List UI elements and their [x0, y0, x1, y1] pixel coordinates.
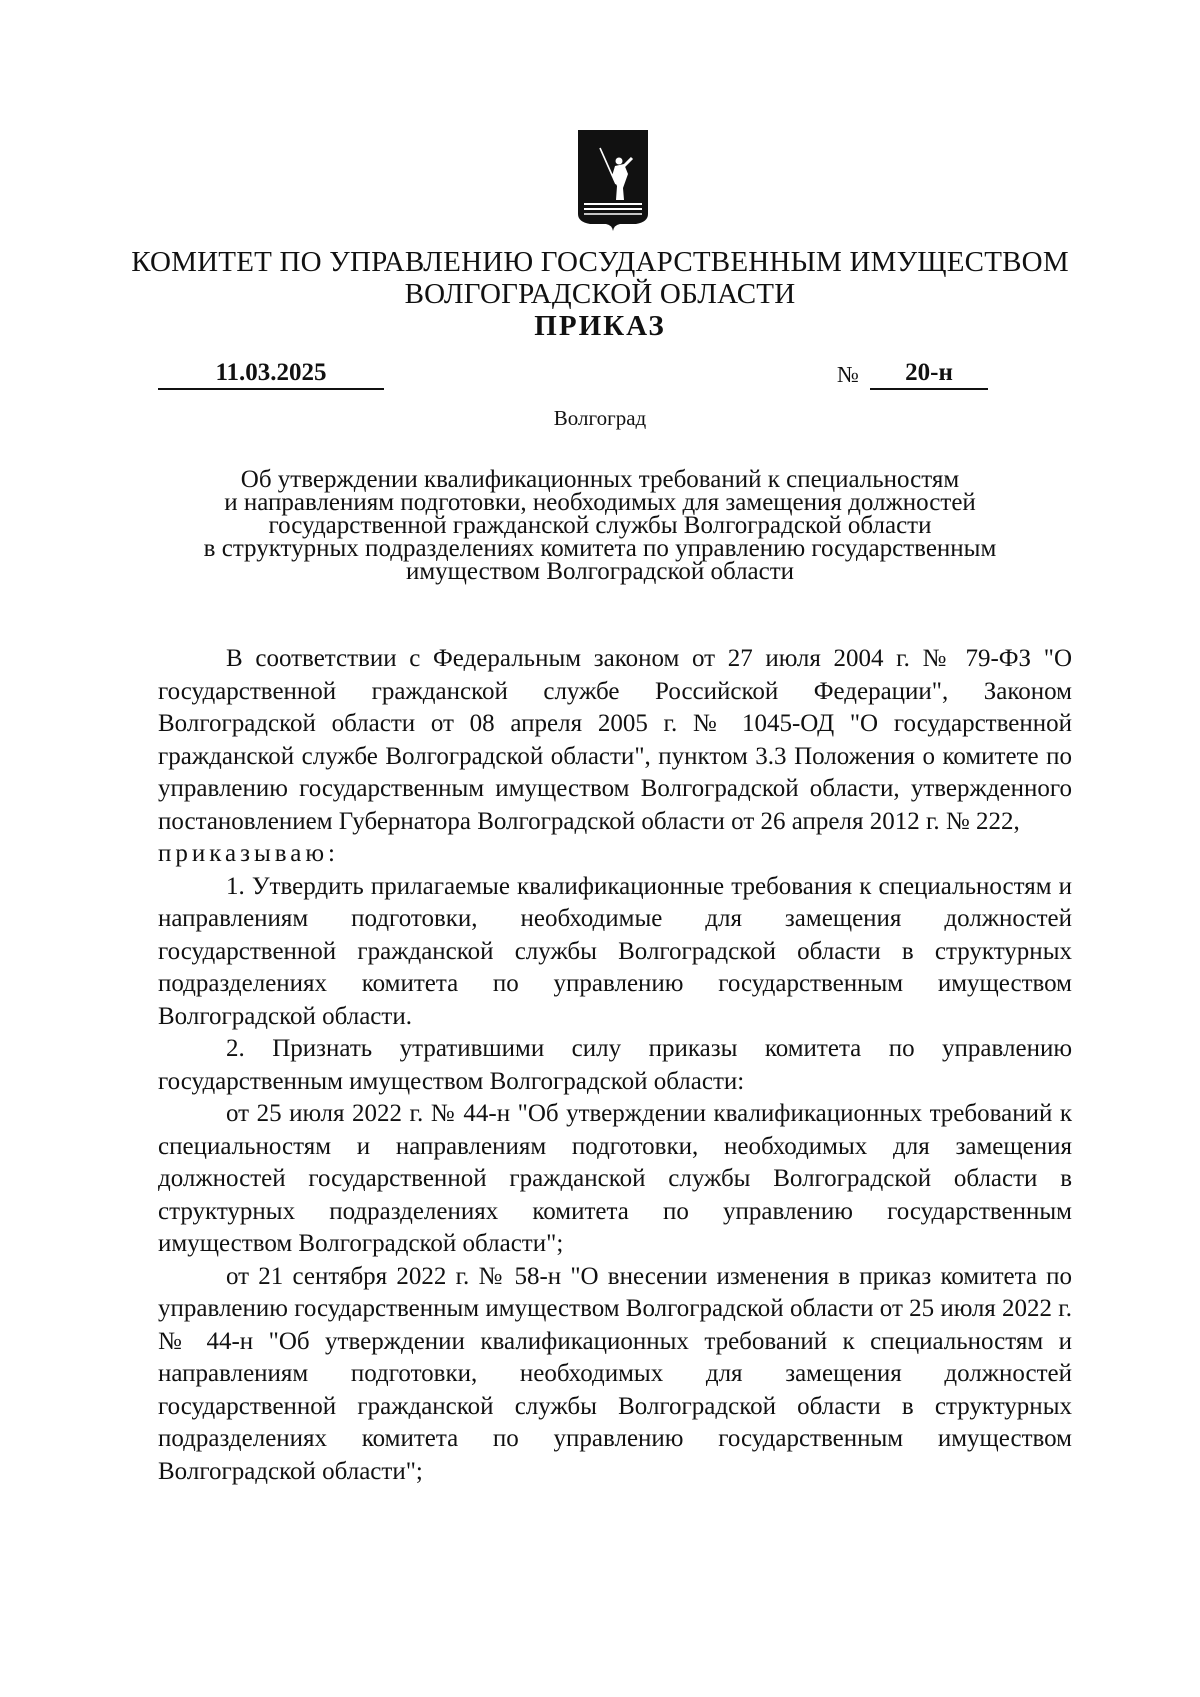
subject-line: имуществом Волгоградской области — [405, 558, 795, 585]
document-subject — [100, 468, 1100, 583]
item-2a-paragraph: от 25 июля 2022 г. № 44-н "Об утверждении квалификационных требований к специальностям и направлениям подготовки, необходимых для замещения должностей государственной гражданской службы Волгоградской области в структурных подразделениях комитета по управлению государственным имуществом Волгоградской области"; — [158, 1100, 1072, 1257]
subject-line: в структурных подразделениях комитета по управлению государственным — [203, 535, 997, 562]
item-2b-paragraph: от 21 сентября 2022 г. № 58-н "О внесении изменения в приказ комитета по управлению государственным имуществом Волгоградской области от 25 июля 2022 г. № 44-н "Об утверждении квалификационных требований к специальностям и направлениям подготовки, необходимых для замещения должностей государственной гражданской службы Волгоградской области в структурных подразделениях комитета по управлению государственным имуществом Волгоградской области"; — [158, 1262, 1072, 1485]
document-date: 11.03.2025 — [158, 360, 384, 390]
item-1-paragraph: 1. Утвердить прилагаемые квалификационные требования к специальностям и направлениям подготовки, необходимые для замещения должностей государственной гражданской службы Волгоградской области в структурных подразделениях комитета по управлению государственным имуществом Волгоградской области. — [158, 872, 1072, 1030]
subject-line: Об утверждении квалификационных требований к специальностям — [240, 466, 960, 493]
coat-of-arms-icon — [576, 128, 650, 232]
document-body — [158, 643, 1072, 1488]
item-2-paragraph: 2. Признать утратившими силу приказы комитета по управлению государственным имуществом Волгоградской области: — [158, 1035, 1072, 1095]
preamble-paragraph: В соответствии с Федеральным законом от 27 июля 2004 г. № 79-ФЗ "О государственной гражданской службе Российской Федерации", Законом Волгоградской области от 08 апреля 2005 г. № 1045-ОД "О государственной гражданской службе Волгоградской области", пунктом 3.3 Положения о комитете по управлению государственным имуществом Волгоградской области, утвержденного постановлением Губернатора Волгоградской области от 26 апреля 2012 г. № 222, — [158, 645, 1072, 835]
document-type-title: ПРИКАЗ — [534, 310, 666, 342]
org-name-line-2: ВОЛГОГРАДСКОЙ ОБЛАСТИ — [404, 278, 796, 310]
order-word: приказываю: — [158, 840, 339, 867]
city-name: Волгоград — [553, 406, 647, 430]
number-sign: № — [837, 362, 859, 387]
subject-line: государственной гражданской службы Волгоградской области — [268, 512, 932, 539]
subject-line: и направлениям подготовки, необходимых для замещения должностей — [224, 489, 976, 516]
org-name-line-1: КОМИТЕТ ПО УПРАВЛЕНИЮ ГОСУДАРСТВЕННЫМ ИМУЩЕСТВОМ — [131, 246, 1069, 278]
document-number: 20-н — [870, 360, 988, 390]
